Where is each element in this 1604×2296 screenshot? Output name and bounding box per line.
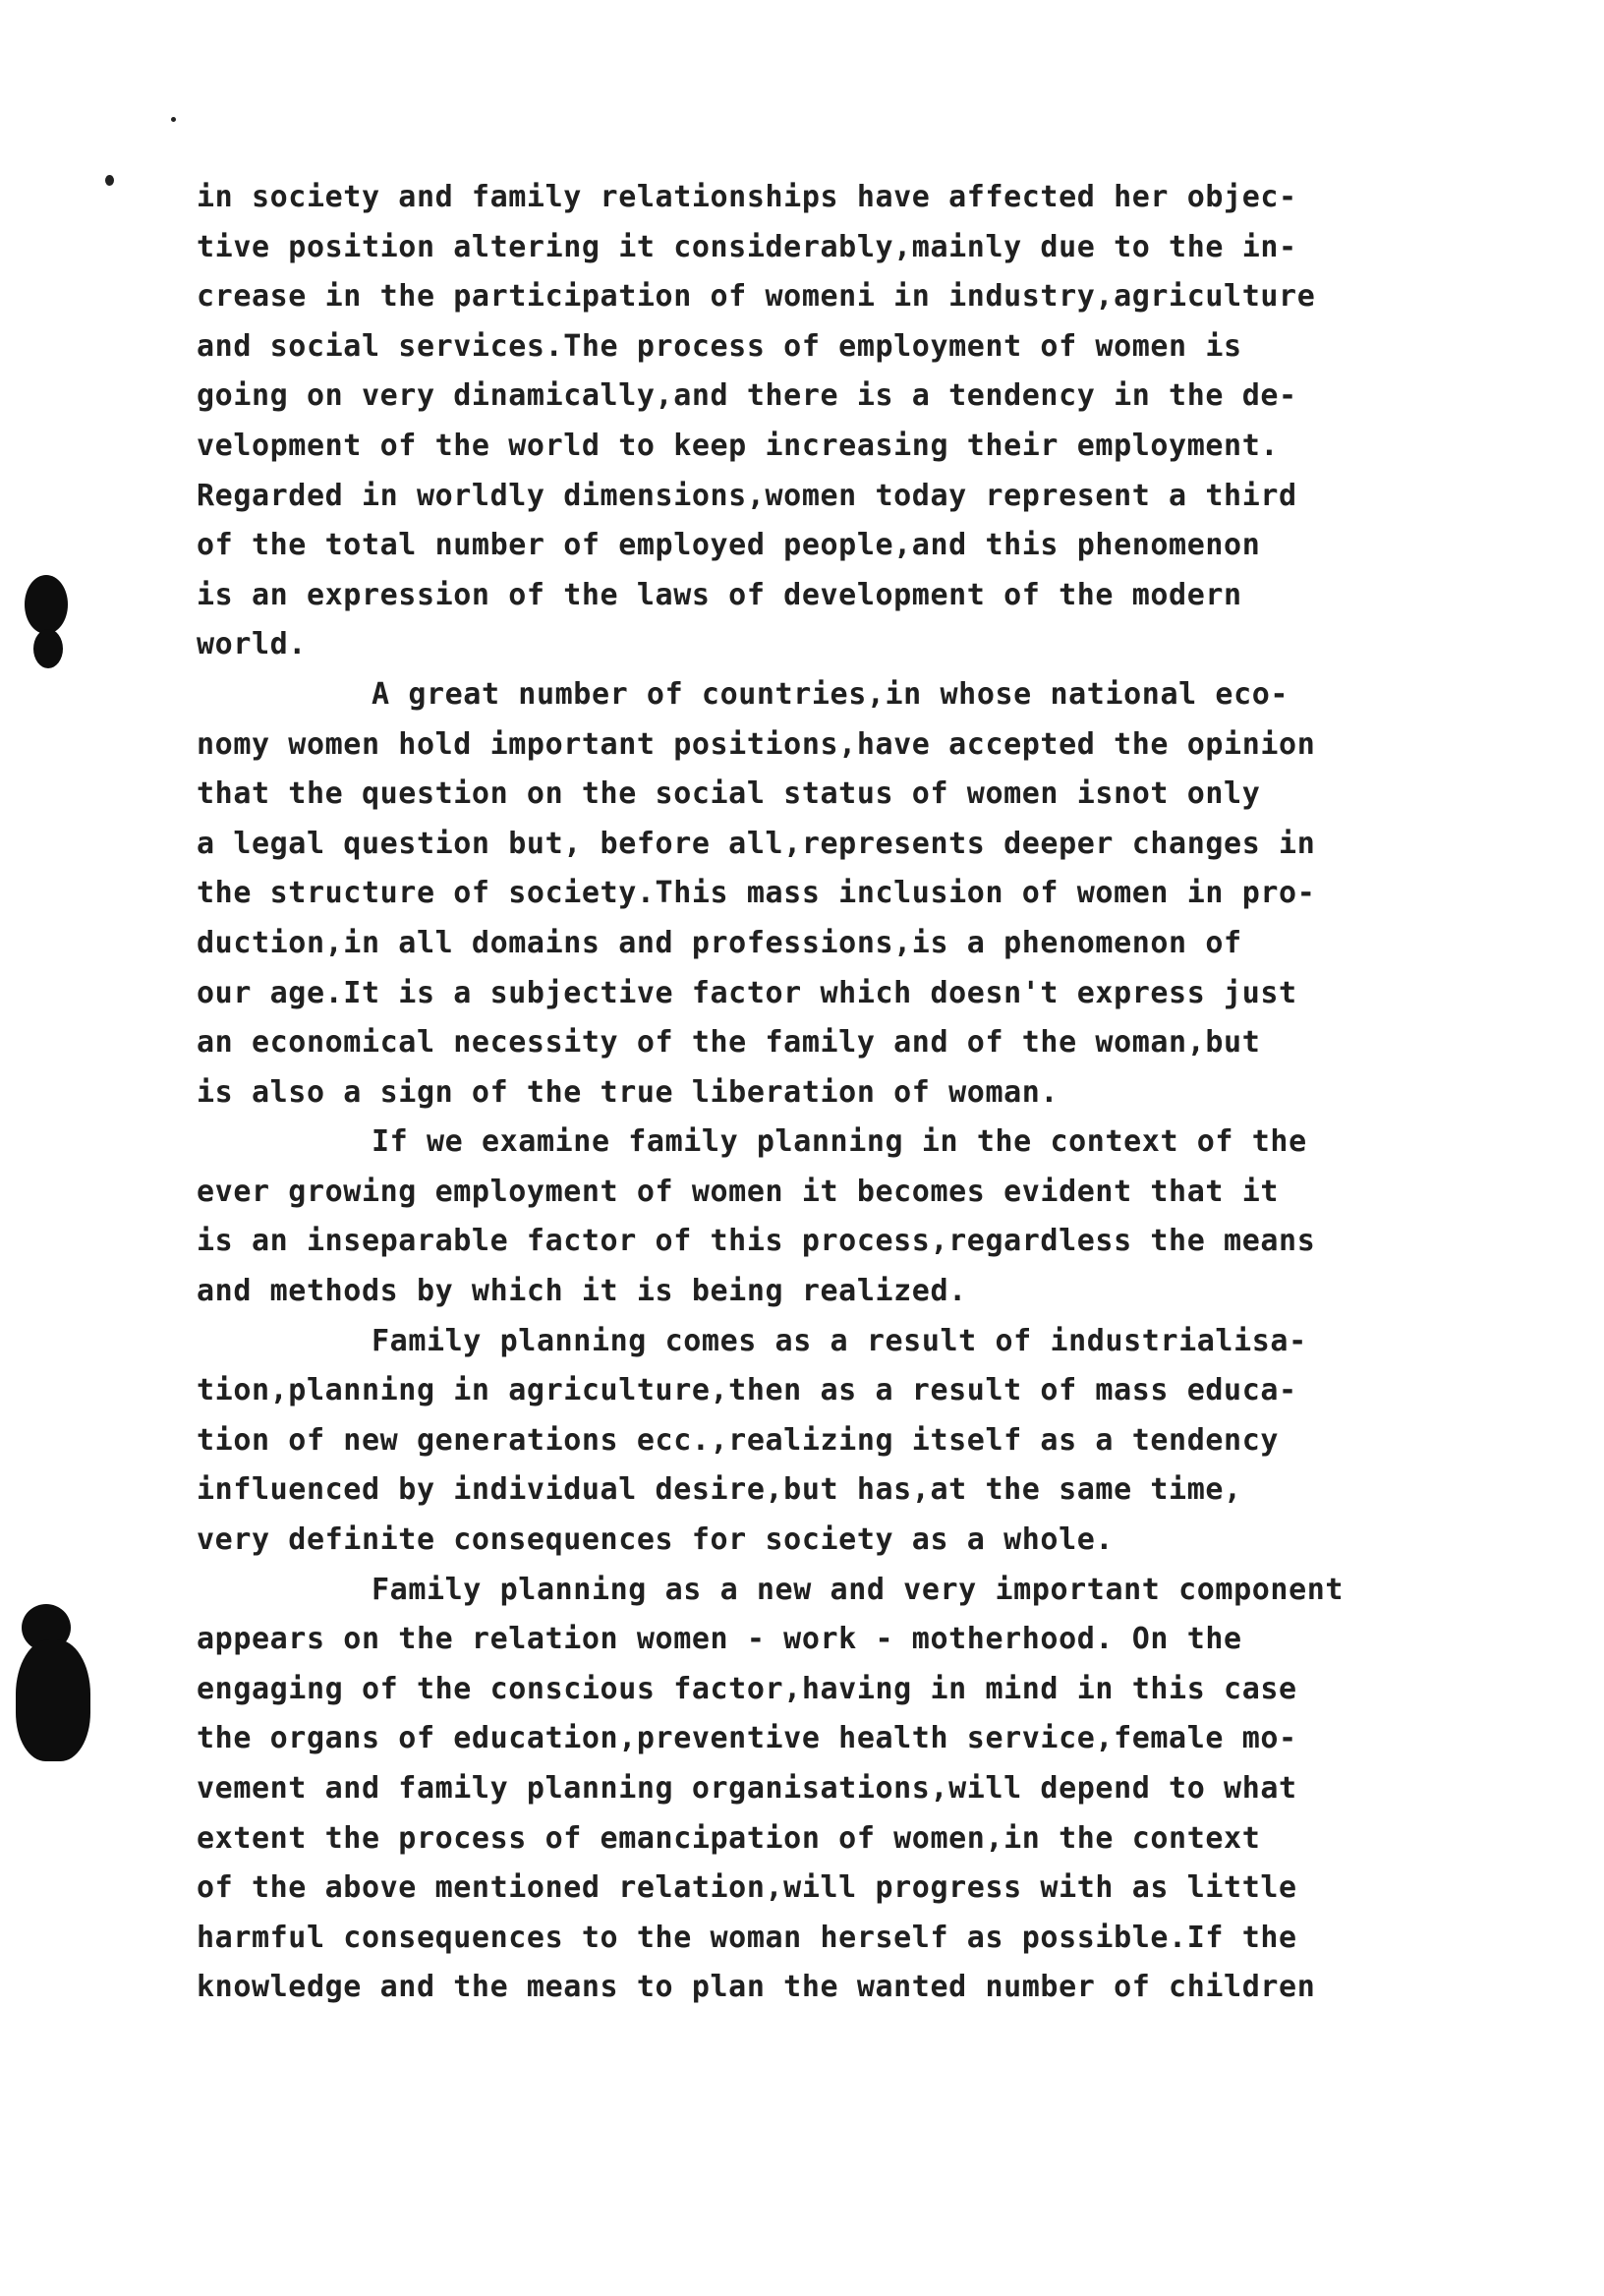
- text-line: and social services.The process of employment of women is: [197, 328, 1242, 364]
- text-line: influenced by individual desire,but has,at the same time,: [197, 1472, 1242, 1508]
- text-line: crease in the participation of womeni in industry,agriculture: [197, 279, 1316, 315]
- text-line: our age.It is a subjective factor which doesn't express just: [197, 975, 1297, 1010]
- text-line: duction,in all domains and professions,is a phenomenon of: [197, 925, 1242, 960]
- punch-hole: [33, 629, 63, 668]
- text-line: harmful consequences to the woman herself as possible.If the: [197, 1920, 1297, 1955]
- text-line: a legal question but, before all,represents deeper changes in: [197, 826, 1316, 861]
- text-line: appears on the relation women - work - motherhood. On the: [197, 1622, 1242, 1657]
- text-line: the organs of education,preventive health service,female mo-: [197, 1721, 1297, 1756]
- text-line: ever growing employment of women it becomes evident that it: [197, 1174, 1280, 1209]
- text-line: tion,planning in agriculture,then as a result of mass educa-: [197, 1373, 1297, 1408]
- text-line: of the total number of employed people,and this phenomenon: [197, 528, 1261, 563]
- text-line: is an expression of the laws of development of the modern: [197, 577, 1242, 612]
- text-line: tive position altering it considerably,mainly due to the in-: [197, 229, 1297, 264]
- paragraph-start-line: Family planning comes as a result of industrialisa-: [372, 1323, 1307, 1358]
- text-line: vement and family planning organisations,will depend to what: [197, 1771, 1297, 1806]
- text-line: extent the process of emancipation of women,in the context: [197, 1820, 1261, 1856]
- body-text: [197, 173, 1474, 2013]
- text-line: and methods by which it is being realized.: [197, 1274, 967, 1309]
- text-line: is an inseparable factor of this process,regardless the means: [197, 1224, 1316, 1259]
- text-line: that the question on the social status of women isnot only: [197, 776, 1261, 812]
- paragraph-start-line: A great number of countries,in whose national eco-: [372, 676, 1289, 712]
- paragraph-start-line: If we examine family planning in the context of the: [372, 1124, 1307, 1160]
- text-line: very definite consequences for society as a whole.: [197, 1522, 1115, 1558]
- text-line: velopment of the world to keep increasing their employment.: [197, 428, 1280, 463]
- text-line: is also a sign of the true liberation of woman.: [197, 1074, 1060, 1110]
- text-line: in society and family relationships have affected her objec-: [197, 180, 1297, 214]
- scan-speck: [171, 117, 176, 122]
- punch-hole: [25, 575, 68, 634]
- text-line: the structure of society.This mass inclusion of women in pro-: [197, 876, 1316, 911]
- scan-speck: [105, 175, 114, 186]
- text-line: of the above mentioned relation,will progress with as little: [197, 1870, 1297, 1906]
- paragraph-start-line: Family planning as a new and very important component: [372, 1572, 1345, 1607]
- punch-hole: [16, 1639, 90, 1761]
- text-line: Regarded in worldly dimensions,women today represent a third: [197, 478, 1297, 513]
- text-line: an economical necessity of the family and of the woman,but: [197, 1025, 1261, 1061]
- text-line: knowledge and the means to plan the wanted number of children: [197, 1970, 1316, 2005]
- text-line: tion of new generations ecc.,realizing itself as a tendency: [197, 1422, 1280, 1458]
- text-line: going on very dinamically,and there is a tendency in the de-: [197, 378, 1297, 414]
- text-line: engaging of the conscious factor,having in mind in this case: [197, 1671, 1297, 1706]
- text-line: nomy women hold important positions,have accepted the opinion: [197, 726, 1316, 762]
- text-line: world.: [197, 627, 307, 662]
